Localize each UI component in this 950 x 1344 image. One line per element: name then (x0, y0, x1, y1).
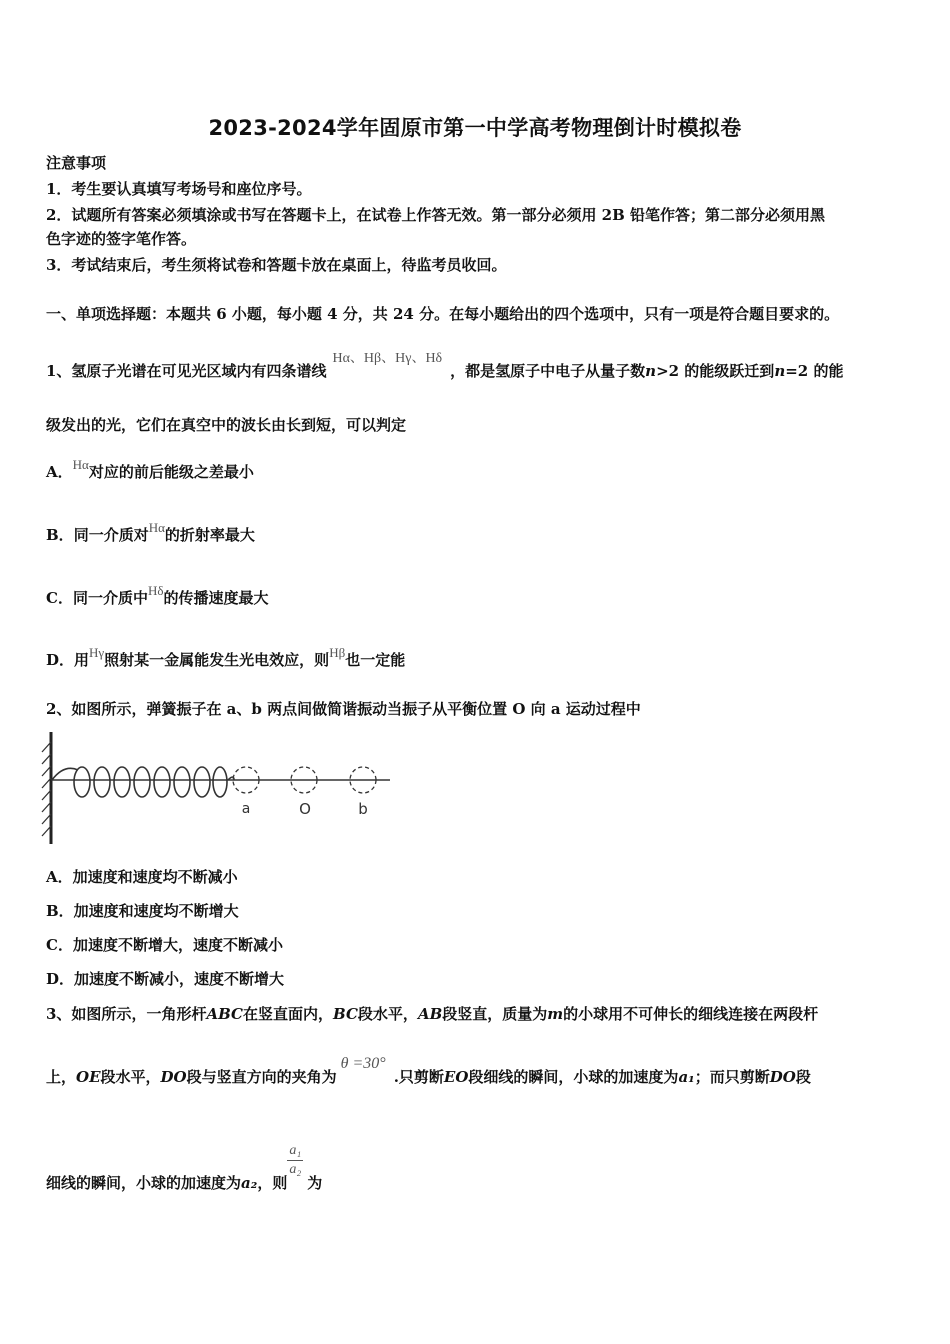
spring-oscillator-figure (38, 730, 398, 848)
section-heading: 一、单项选择题：本题共 6 小题，每小题 4 分，共 24 分。在每小题给出的四个选项中，只有一项是符合题目要求的。 (46, 305, 840, 323)
angle-formula: θ =30° (340, 1055, 386, 1072)
question-1-stem: 1、氢原子光谱在可见光区域内有四条谱线Hα、Hβ、Hγ、Hδ，都是氢原子中电子从量子数n>2 的能级跃迁到n=2 的能 (46, 351, 844, 380)
spring (52, 767, 234, 797)
option-b[interactable]: B．加速度和速度均不断增大 (46, 902, 239, 920)
label-o: O (299, 800, 311, 818)
option-a[interactable]: A．Hα对应的前后能级之差最小 (46, 457, 254, 481)
question-2-stem: 2、如图所示，弹簧振子在 a、b 两点间做简谐振动当振子从平衡位置 O 向 a 运动过程中 (46, 700, 641, 718)
label-b: b (358, 800, 368, 818)
option-d[interactable]: D．用Hγ照射某一金属能发生光电效应，则Hβ也一定能 (46, 645, 406, 669)
option-b[interactable]: B．同一介质对Hα的折射率最大 (46, 520, 255, 544)
notice-item: 2．试题所有答案必须填涂或书写在答题卡上，在试卷上作答无效。第一部分必须用 2B 铅笔作答；第二部分必须用黑 (46, 206, 826, 224)
option-c[interactable]: C．加速度不断增大，速度不断减小 (46, 936, 283, 954)
notice-item: 3．考试结束后，考生须将试卷和答题卡放在桌面上，待监考员收回。 (46, 256, 507, 274)
fraction-a1-over-a2: $\frac{\text{a₁}}{\text{a₂}}$ (289, 1143, 302, 1177)
question-3-stem-end: 细线的瞬间，小球的加速度为a₂，则 $\frac{\text{a₁}}{\text{a₂}}$ 为 (46, 1143, 323, 1192)
label-a: a (241, 801, 251, 817)
notice-heading: 注意事项 (46, 154, 107, 172)
question-1-stem-cont: 级发出的光，它们在真空中的波长由长到短，可以判定 (46, 416, 407, 434)
notice-item: 色字迹的签字笔作答。 (46, 230, 197, 248)
page-title: 2023-2024学年固原市第一中学高考物理倒计时模拟卷 (208, 116, 742, 140)
option-d[interactable]: D．加速度不断减小，速度不断增大 (46, 970, 285, 988)
notice-item: 1．考生要认真填写考场号和座位序号。 (46, 180, 312, 198)
question-3-stem: 3、如图所示，一角形杆ABC在竖直面内，BC段水平，AB段竖直，质量为m的小球用不可伸长的细线连接在两段杆 (46, 1005, 819, 1023)
question-3-stem-cont: 上，OE段水平，DO段与竖直方向的夹角为θ =30°.只剪断EO段细线的瞬间，小球的加速度为a₁；而只剪断DO段 (46, 1055, 811, 1086)
spectral-lines: Hα、Hβ、Hγ、Hδ (332, 351, 443, 366)
option-a[interactable]: A．加速度和速度均不断减小 (46, 868, 238, 886)
option-c[interactable]: C．同一介质中Hδ的传播速度最大 (46, 583, 269, 607)
